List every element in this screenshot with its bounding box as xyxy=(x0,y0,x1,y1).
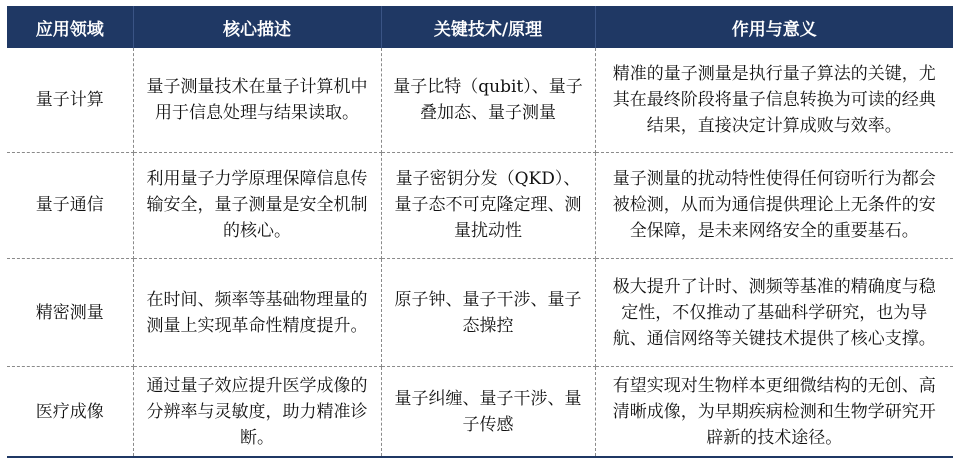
table-row xyxy=(7,152,953,258)
header-core-description: 核心描述 xyxy=(133,6,381,48)
cell-tech: 原子钟、量子干涉、量子态操控 xyxy=(381,259,595,367)
quantum-applications-table xyxy=(7,6,953,458)
cell-significance: 极大提升了计时、测频等基准的精确度与稳定性，不仅推动了基础科学研究，也为导航、通信网络等关键技术提供了核心支撑。 xyxy=(595,259,953,367)
table-row xyxy=(7,48,953,152)
cell-description: 量子测量技术在量子计算机中用于信息处理与结果读取。 xyxy=(133,48,381,152)
cell-tech: 量子比特（qubit）、量子叠加态、量子测量 xyxy=(381,48,595,152)
cell-area: 量子通信 xyxy=(7,152,133,258)
cell-description: 利用量子力学原理保障信息传输安全，量子测量是安全机制的核心。 xyxy=(133,152,381,258)
table-row xyxy=(7,259,953,367)
cell-tech: 量子纠缠、量子干涉、量子传感 xyxy=(381,367,595,457)
cell-area: 医疗成像 xyxy=(7,367,133,457)
cell-area: 精密测量 xyxy=(7,259,133,367)
header-application-area: 应用领域 xyxy=(7,6,133,48)
cell-significance: 精准的量子测量是执行量子算法的关键，尤其在最终阶段将量子信息转换为可读的经典结果，直接决定计算成败与效率。 xyxy=(595,48,953,152)
table-header-row xyxy=(7,6,953,48)
cell-area: 量子计算 xyxy=(7,48,133,152)
header-significance: 作用与意义 xyxy=(595,6,953,48)
header-key-technology: 关键技术/原理 xyxy=(381,6,595,48)
table-row xyxy=(7,367,953,457)
cell-significance: 量子测量的扰动特性使得任何窃听行为都会被检测，从而为通信提供理论上无条件的安全保障，是未来网络安全的重要基石。 xyxy=(595,152,953,258)
cell-significance: 有望实现对生物样本更细微结构的无创、高清晰成像，为早期疾病检测和生物学研究开辟新的技术途径。 xyxy=(595,367,953,457)
cell-description: 通过量子效应提升医学成像的分辨率与灵敏度，助力精准诊断。 xyxy=(133,367,381,457)
cell-tech: 量子密钥分发（QKD）、量子态不可克隆定理、测量扰动性 xyxy=(381,152,595,258)
cell-description: 在时间、频率等基础物理量的测量上实现革命性精度提升。 xyxy=(133,259,381,367)
